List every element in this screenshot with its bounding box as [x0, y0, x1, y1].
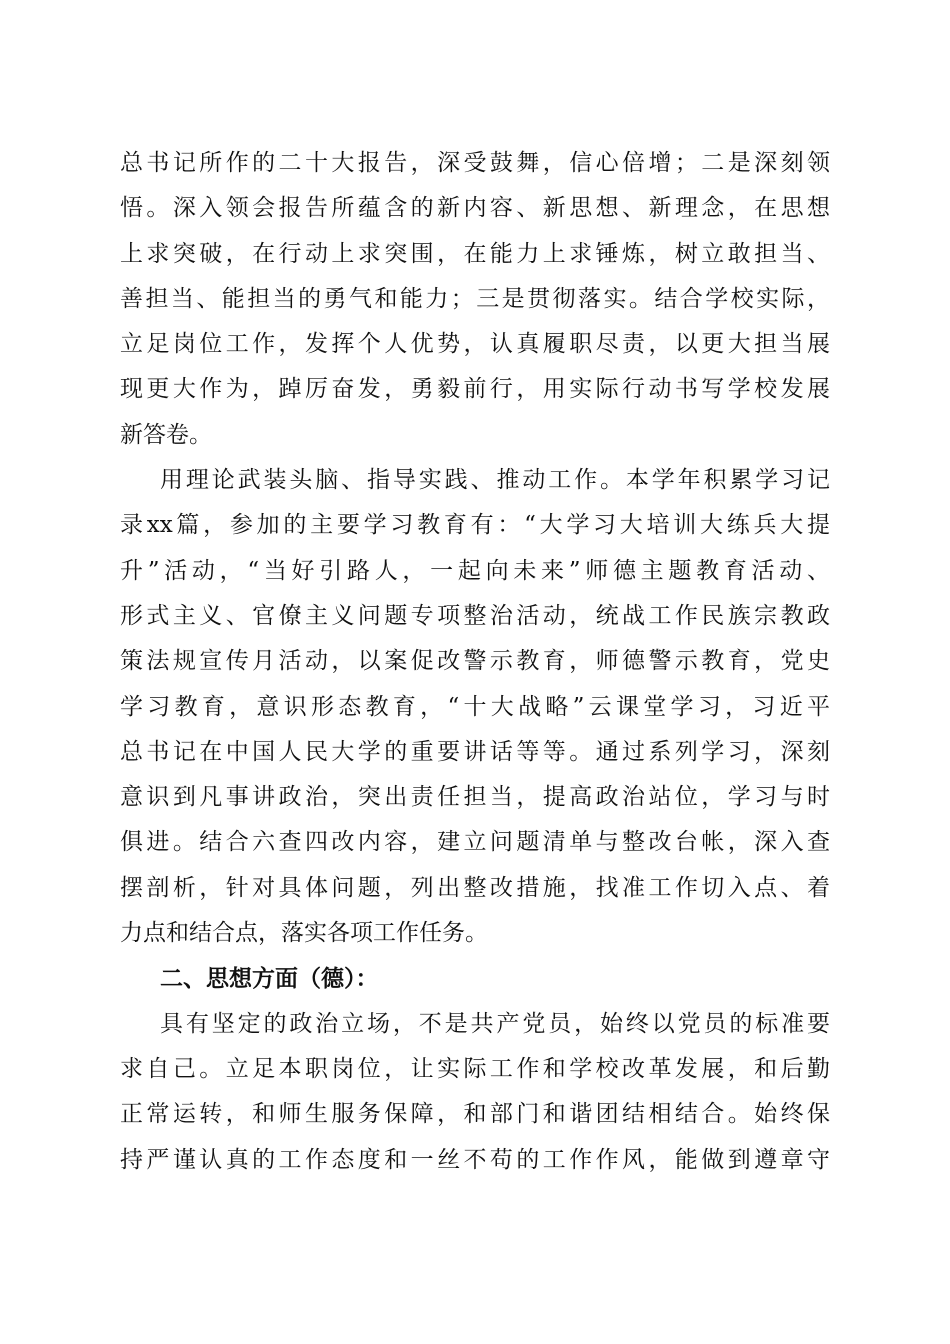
text-line: 总书记所作的二十大报告，深受鼓舞，信心倍增；二是深刻领 — [120, 150, 830, 176]
text-line: 正常运转，和师生服务保障，和部门和谐团结相结合。始终保 — [120, 1101, 830, 1128]
text-line: 学习教育，意识形态教育，“十大战略”云课堂学习，习近平 — [120, 693, 830, 720]
text-line: 上求突破，在行动上求突围，在能力上求锤炼，树立敢担当、 — [120, 240, 830, 267]
text-line: 俱进。结合六查四改内容，建立问题清单与整改台帐，深入查 — [120, 829, 830, 856]
text-line: 力点和结合点，落实各项工作任务。 — [120, 920, 488, 947]
text-line: 升”活动，“当好引路人，一起向未来”师德主题教育活动、 — [120, 557, 830, 584]
text-line: 录xx篇，参加的主要学习教育有：“大学习大培训大练兵大提 — [120, 512, 830, 539]
text-line: 持严谨认真的工作态度和一丝不苟的工作作风，能做到遵章守 — [120, 1146, 830, 1173]
text-line: 意识到凡事讲政治，突出责任担当，提高政治站位，学习与时 — [120, 784, 830, 811]
text-line: 策法规宣传月活动，以案促改警示教育，师德警示教育，党史 — [120, 648, 830, 675]
text-line: 具有坚定的政治立场，不是共产党员，始终以党员的标准要 — [160, 1010, 830, 1037]
text-line: 新答卷。 — [120, 421, 212, 448]
section-heading: 二、思想方面（德）： — [160, 965, 379, 993]
text-line: 善担当、能担当的勇气和能力；三是贯彻落实。结合学校实际， — [120, 285, 830, 312]
text-line: 摆剖析，针对具体问题，列出整改措施，找准工作切入点、着 — [120, 874, 830, 901]
text-line: 总书记在中国人民大学的重要讲话等等。通过系列学习，深刻 — [120, 738, 830, 765]
text-line: 用理论武装头脑、指导实践、推动工作。本学年积累学习记 — [160, 467, 830, 494]
text-line: 现更大作为，踔厉奋发，勇毅前行，用实际行动书写学校发展 — [120, 376, 830, 403]
text-line: 形式主义、官僚主义问题专项整治活动，统战工作民族宗教政 — [120, 602, 830, 629]
text-line: 立足岗位工作，发挥个人优势，认真履职尽责，以更大担当展 — [120, 331, 830, 358]
text-line: 悟。深入领会报告所蕴含的新内容、新思想、新理念，在思想 — [120, 195, 830, 222]
document-body — [120, 141, 830, 1183]
text-line: 求自己。立足本职岗位，让实际工作和学校改革发展，和后勤 — [120, 1055, 830, 1082]
